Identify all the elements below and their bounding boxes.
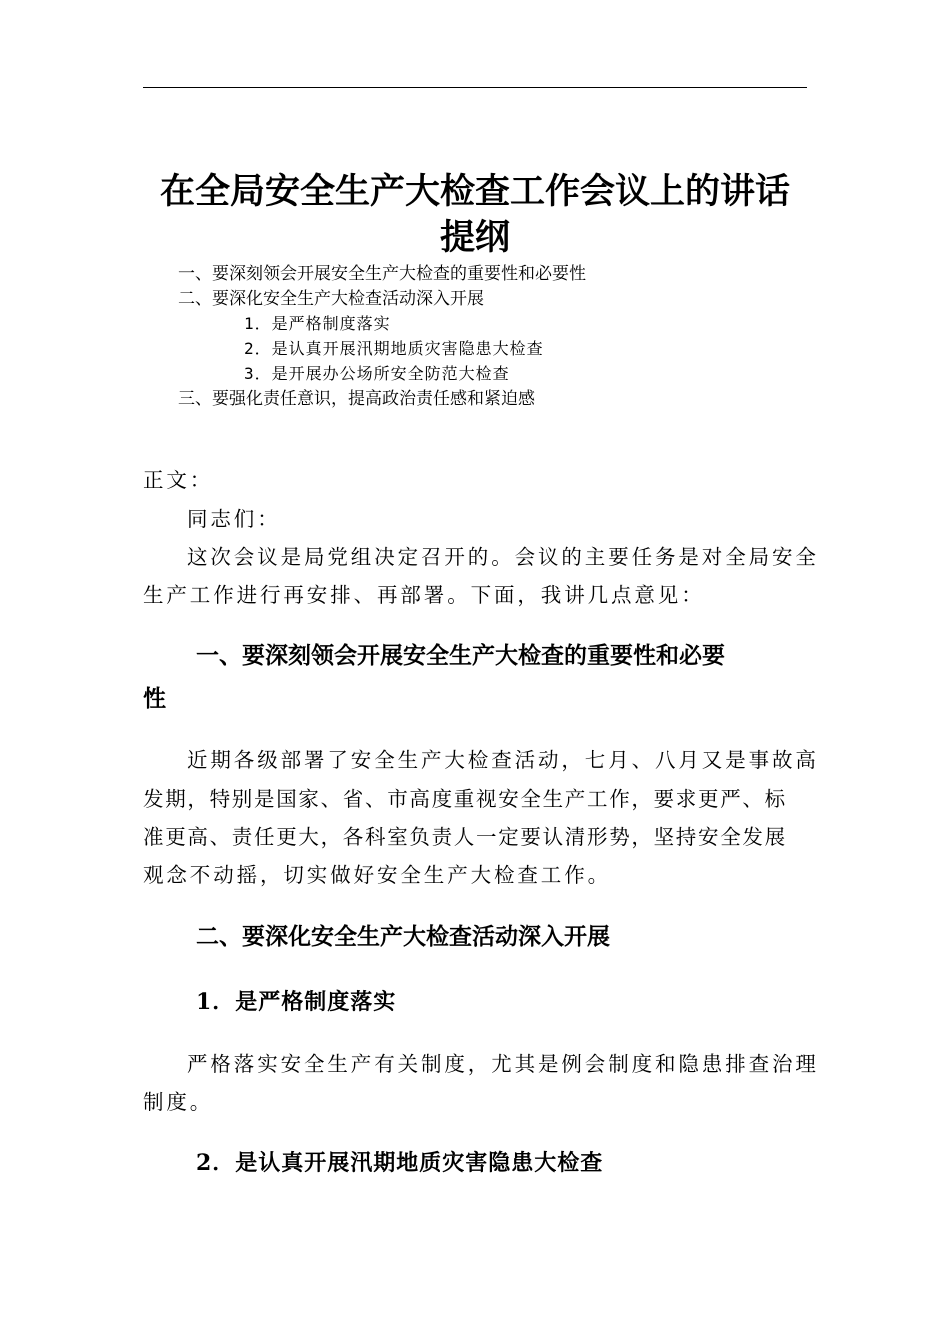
outline-item-2: 二、要深化安全生产大检查活动深入开展 xyxy=(178,289,484,309)
outline-item-3: 三、要强化责任意识，提高政治责任感和紧迫感 xyxy=(178,389,535,409)
section-1-heading-line-1: 一、要深刻领会开展安全生产大检查的重要性和必要 xyxy=(196,643,725,669)
document-title-line-1: 在全局安全生产大检查工作会议上的讲话 xyxy=(159,172,790,212)
subsection-1-heading: 1．是严格制度落实 xyxy=(196,989,397,1015)
body-label: 正文： xyxy=(143,468,214,492)
section-1-line-3: 准更高、责任更大，各科室负责人一定要认清形势，坚持安全发展 xyxy=(143,825,787,849)
outline-subitem-3: 3．是开展办公场所安全防范大检查 xyxy=(244,364,510,383)
subsection-2-heading: 2．是认真开展汛期地质灾害隐患大检查 xyxy=(196,1150,604,1176)
subsection-1-line-2: 制度。 xyxy=(143,1090,214,1114)
section-1-line-4: 观念不动摇，切实做好安全生产大检查工作。 xyxy=(143,863,611,887)
salutation: 同志们： xyxy=(187,507,281,531)
outline-subitem-2: 2．是认真开展汛期地质灾害隐患大检查 xyxy=(244,339,544,358)
header-rule xyxy=(143,87,807,88)
intro-line-2: 生产工作进行再安排、再部署。下面，我讲几点意见： xyxy=(143,583,705,607)
outline-subitem-1: 1．是严格制度落实 xyxy=(244,314,391,333)
section-1-heading-line-2: 性 xyxy=(143,686,166,712)
document-title-line-2: 提纲 xyxy=(439,218,510,258)
section-1-line-2: 发期，特别是国家、省、市高度重视安全生产工作，要求更严、标 xyxy=(143,787,787,811)
subsection-1-line-1: 严格落实安全生产有关制度，尤其是例会制度和隐患排查治理 xyxy=(187,1052,819,1076)
outline-item-1: 一、要深刻领会开展安全生产大检查的重要性和必要性 xyxy=(178,264,586,284)
intro-line-1: 这次会议是局党组决定召开的。会议的主要任务是对全局安全 xyxy=(187,545,819,569)
section-1-line-1: 近期各级部署了安全生产大检查活动，七月、八月又是事故高 xyxy=(187,748,819,772)
section-2-heading: 二、要深化安全生产大检查活动深入开展 xyxy=(196,924,610,950)
